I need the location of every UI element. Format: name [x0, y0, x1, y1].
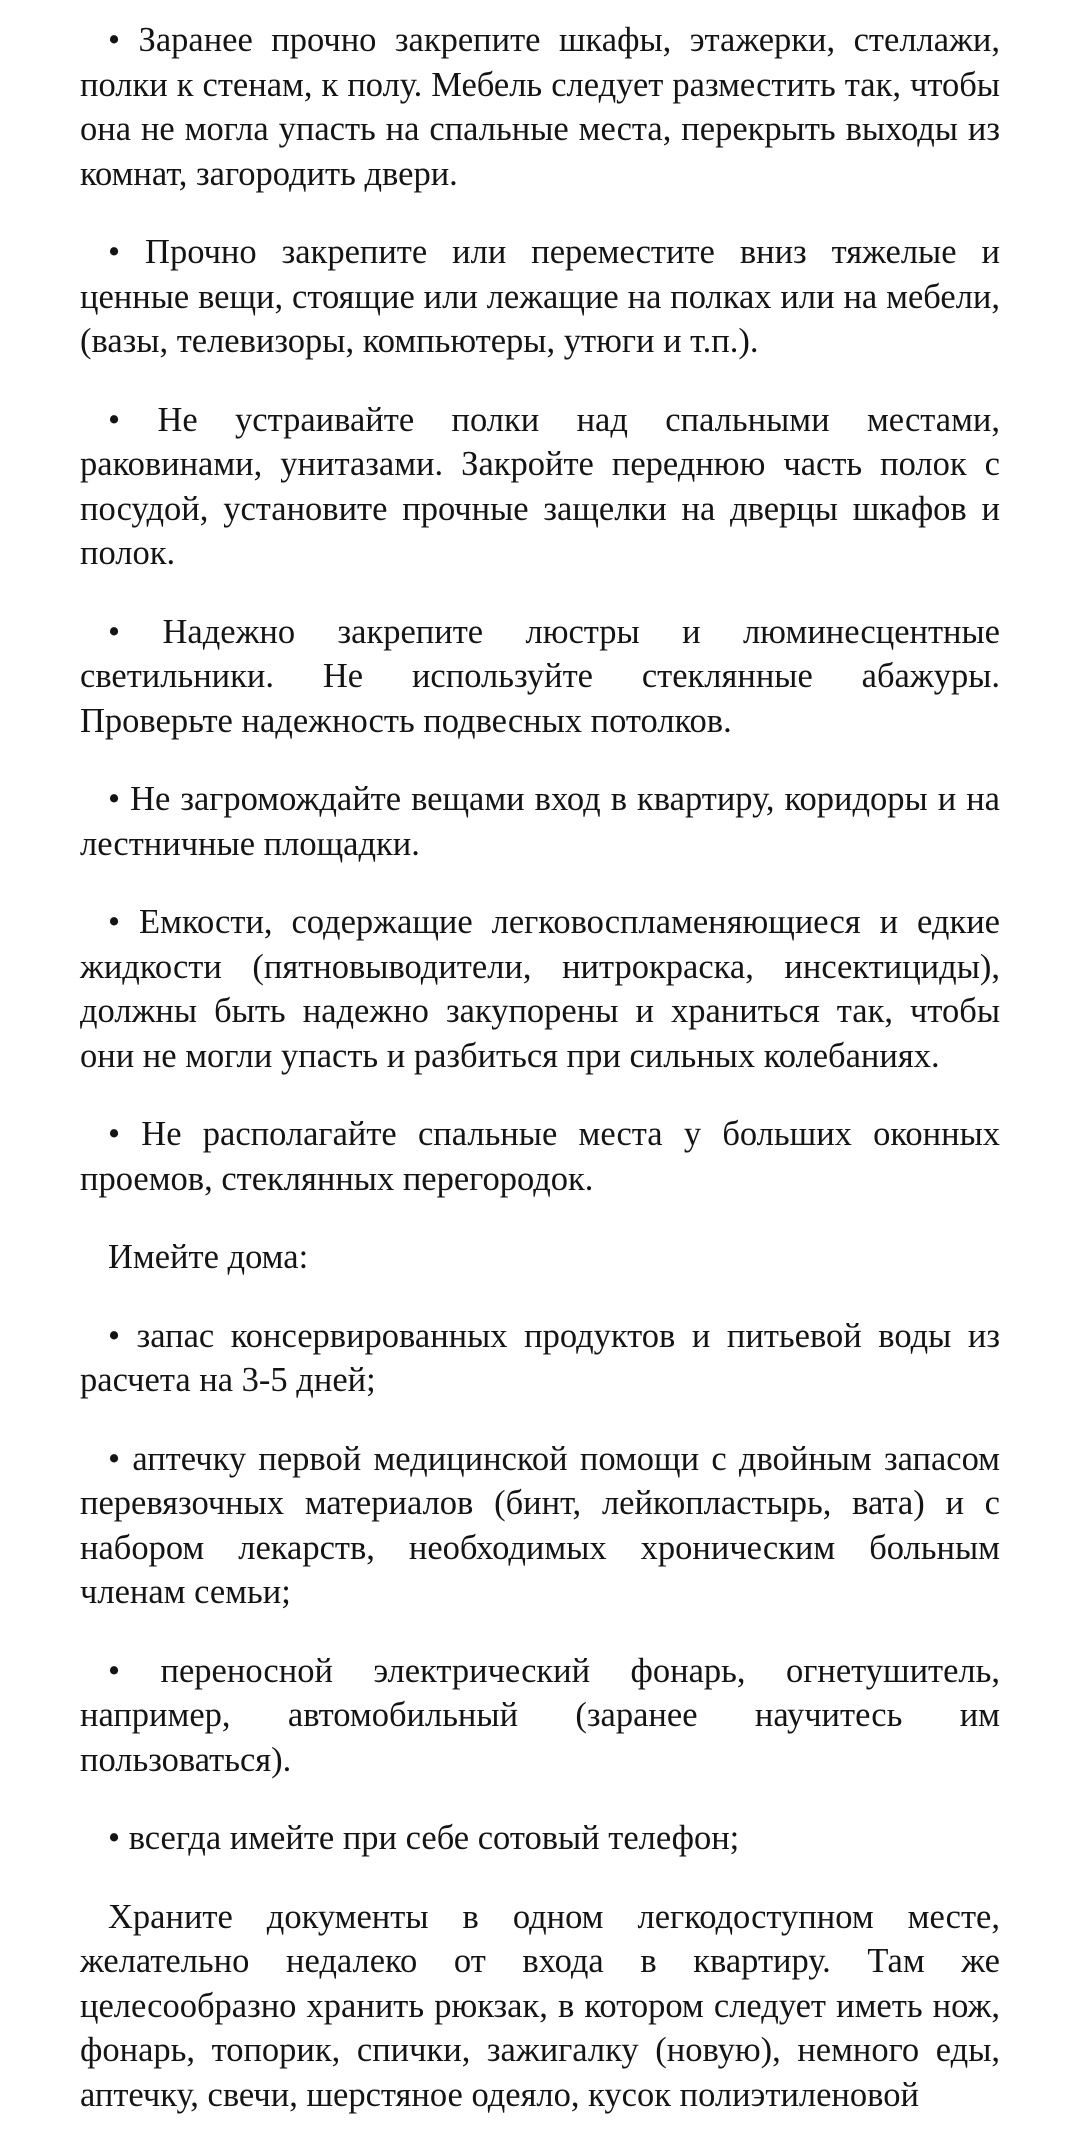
paragraph-mobile-phone: • всегда имейте при себе сотовый телефон; [108, 1819, 740, 1857]
paragraph-flammable-liquids: • Емкости, содержащие легковоспламеняющиеся и едкие жидкости (пятновыводители, нитрокраска, инсектициды), должны быть надежно закупорены и храниться так, чтобы они не могли упасть и разбиться при сильных колебаниях. [80, 903, 1000, 1075]
paragraph-beds-away-from-windows: • Не располагайте спальные места у больших оконных проемов, стеклянных перегородок. [80, 1115, 1000, 1198]
paragraph-first-aid-kit: • аптечку первой медицинской помощи с двойным запасом перевязочных материалов (бинт, лейкопластырь, вата) и с набором лекарств, необходимых хроническим больным членам семьи; [80, 1439, 1000, 1611]
paragraph-keep-at-home-heading: Имейте дома: [108, 1238, 309, 1276]
paragraph-no-shelves-over-beds: • Не устраивайте полки над спальными местами, раковинами, унитазами. Закройте переднюю часть полок с посудой, установите прочные защелки на дверцы шкафов и полок. [80, 400, 1000, 572]
paragraph-secure-furniture: • Заранее прочно закрепите шкафы, этажерки, стеллажи, полки к стенам, к полу. Мебель следует разместить так, чтобы она не могла упасть на спальные места, перекрыть выходы из комнат, загородить двери. [80, 21, 1000, 193]
paragraph-food-water-supply: • запас консервированных продуктов и питьевой воды из расчета на 3-5 дней; [80, 1316, 1000, 1399]
paragraph-secure-heavy-items: • Прочно закрепите или переместите вниз тяжелые и ценные вещи, стоящие или лежащие на полках или на мебели, (вазы, телевизоры, компьютеры, утюги и т.п.). [80, 233, 1000, 360]
paragraph-documents-backpack: Храните документы в одном легкодоступном месте, желательно недалеко от входа в квартиру. Там же целесообразно хранить рюкзак, в котором следует иметь нож, фонарь, топорик, спички, зажигалку (новую), немного еды, аптечку, свечи, шерстяное одеяло, кусок полиэтиленовой [80, 1897, 1000, 2114]
paragraph-flashlight-extinguisher: • переносной электрический фонарь, огнетушитель, например, автомобильный (заранее научитесь им пользоваться). [80, 1651, 1000, 1779]
paragraph-clear-exits: • Не загромождайте вещами вход в квартиру, коридоры и на лестничные площадки. [80, 780, 1000, 863]
paragraph-secure-lights: • Надежно закрепите люстры и люминесцентные светильники. Не используйте стеклянные абажуры. Проверьте надежность подвесных потолков. [80, 612, 1000, 740]
